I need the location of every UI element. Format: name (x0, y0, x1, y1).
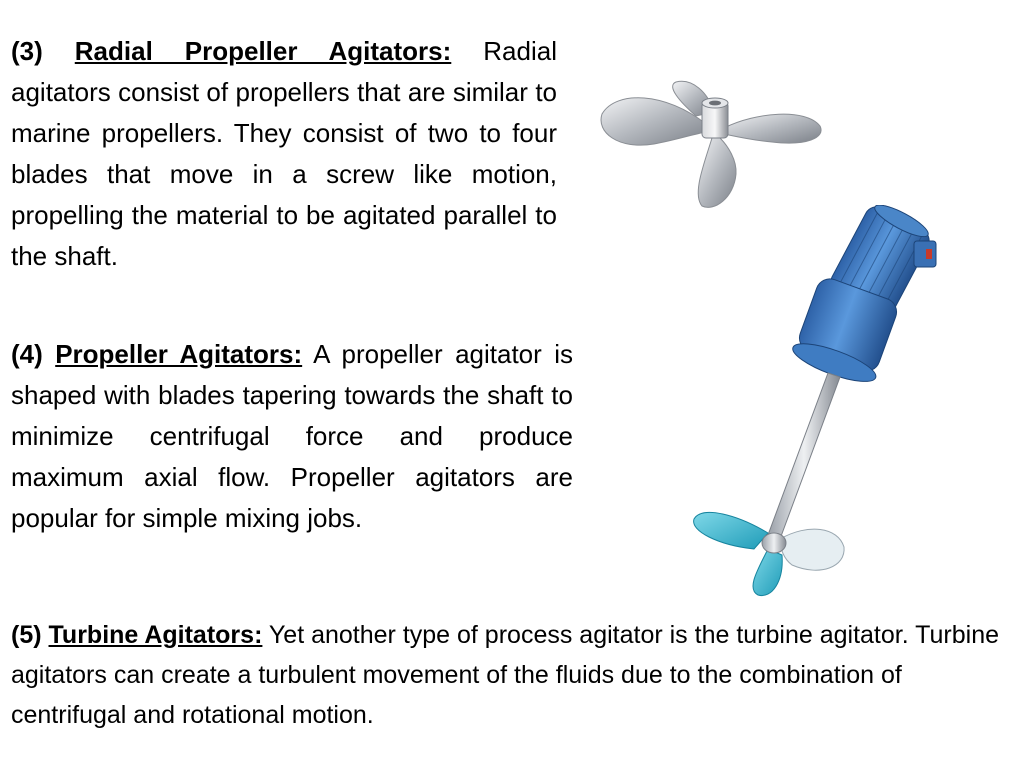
section-heading: Propeller Agitators: (55, 339, 303, 369)
section-body: A propeller agitator is shaped with blades tapering towards the shaft to minimize centrifugal force and produce maximum axial flow. Propeller agitators are popular for simple mixing jobs. (11, 339, 573, 533)
terminal-box-shape (914, 241, 936, 267)
section-propeller (11, 334, 573, 539)
section-radial-propeller (11, 31, 557, 277)
propeller-agitator-image (688, 205, 950, 600)
propeller-blade-shape (694, 512, 768, 549)
blade-shape (698, 138, 736, 207)
propeller-blade-shape (753, 549, 782, 596)
section-body: Yet another type of process agitator is the turbine agitator. Turbine agitators can create a turbulent movement of the fluids due to the combination of centrifugal and rotational motion. (11, 621, 999, 729)
section-number: (4) (11, 339, 43, 369)
blade-shape (724, 114, 821, 143)
propeller-hub-shape (762, 533, 786, 553)
section-heading: Turbine Agitators: (48, 621, 263, 649)
section-turbine (11, 615, 1016, 735)
section-heading: Radial Propeller Agitators: (74, 36, 452, 66)
section-body: Radial agitators consist of propellers that are similar to marine propellers. They consist of two to four blades that move in a screw like motion, propelling the material to be agitated parallel to the shaft. (11, 36, 557, 271)
radial-propeller-image (596, 72, 828, 212)
section-number: (3) (11, 36, 43, 66)
shaft-shape (768, 373, 840, 539)
hub-bore-shape (709, 101, 721, 106)
propeller-blade-shape (780, 529, 844, 570)
terminal-box-label (926, 249, 932, 259)
section-number: (5) (11, 621, 42, 649)
